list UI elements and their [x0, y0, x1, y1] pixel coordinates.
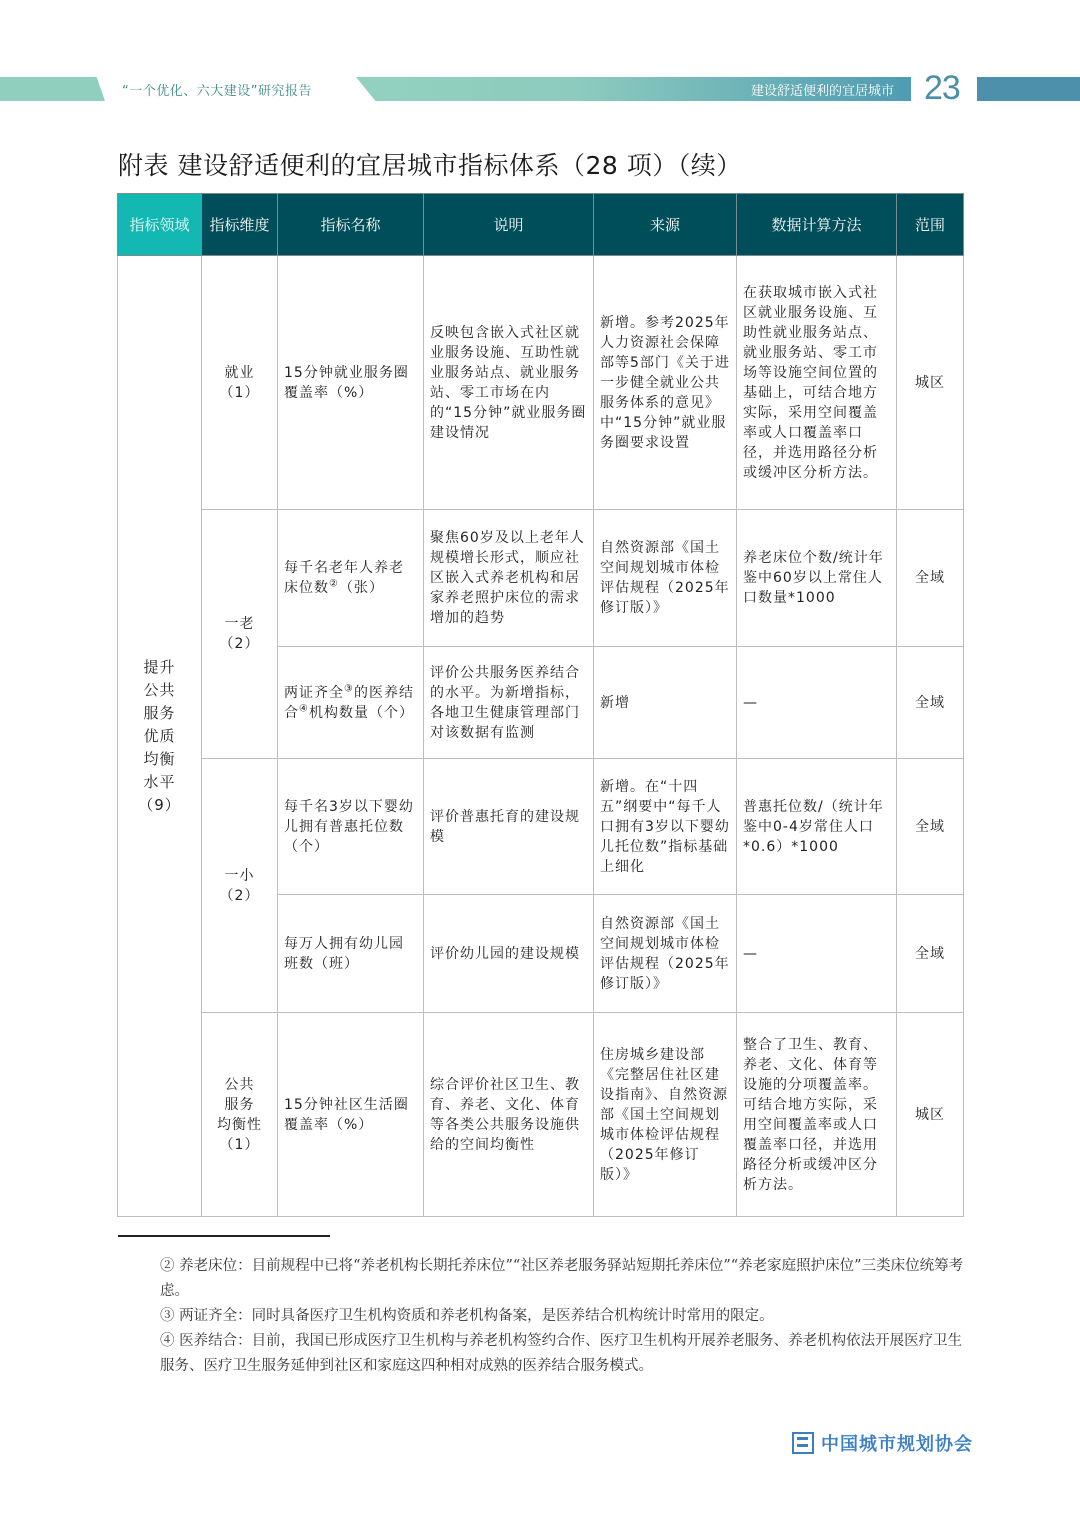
indicator-name — [278, 647, 424, 759]
indicator-method: — — [737, 647, 897, 759]
dimension-count: （1） — [219, 1136, 260, 1153]
indicator-name: 每千名3岁以下婴幼儿拥有普惠托位数（个） — [278, 759, 424, 895]
table-row — [118, 759, 964, 895]
footnote-ref: ④ — [299, 702, 309, 714]
publisher-name: 中国城市规划协会 — [821, 1434, 973, 1455]
dimension-count: （2） — [219, 636, 260, 652]
indicator-scope: 全域 — [897, 647, 964, 759]
dimension-count: （1） — [219, 384, 260, 401]
dimension-name: 均衡性 — [217, 1116, 262, 1133]
domain-line: 提升 — [143, 657, 176, 676]
publisher-logo — [792, 1430, 973, 1456]
indicator-description: 综合评价社区卫生、教育、养老、文化、体育等各类公共服务设施供给的空间均衡性 — [424, 1013, 594, 1217]
indicator-scope: 全域 — [897, 759, 964, 895]
indicator-name: 15分钟社区生活圈覆盖率（%） — [278, 1013, 424, 1217]
footnote-divider — [118, 1235, 330, 1237]
indicator-method: 在获取城市嵌入式社区就业服务设施、互助性就业服务站点、就业服务站、零工市场等设施空间位置的基础上，可结合地方实际，采用空间覆盖率或人口覆盖率口径，并选用路径分析或缓冲区分析方法。 — [737, 256, 897, 510]
name-text: 两证齐全 — [284, 684, 344, 701]
name-text: 机构数量（个） — [308, 704, 414, 721]
indicator-source: 住房城乡建设部《完整居住社区建设指南》、自然资源部《国土空间规划城市体检评估规程（2025年修订版）》 — [594, 1013, 737, 1217]
dimension-name: 就业 — [224, 364, 255, 381]
col-header-method: 数据计算方法 — [737, 194, 897, 256]
col-header-name: 指标名称 — [278, 194, 424, 256]
name-unit: （张） — [338, 580, 384, 596]
dimension-count: （2） — [219, 887, 260, 904]
indicator-source: 新增。参考2025年人力资源社会保障部等5部门《关于进一步健全就业公共服务体系的意见》中“15分钟”就业服务圈要求设置 — [594, 256, 737, 510]
dimension-name: 一小 — [224, 867, 255, 884]
dimension-cell — [202, 759, 278, 1013]
header-left-decor-bar — [0, 77, 105, 101]
table-header-row — [118, 194, 964, 256]
dimension-name: 一老 — [224, 616, 255, 632]
dimension-cell — [202, 256, 278, 510]
indicator-table — [117, 193, 964, 1217]
indicator-method: 整合了卫生、教育、养老、文化、体育等设施的分项覆盖率。可结合地方实际，采用空间覆盖率或人口覆盖率口径，并选用路径分析或缓冲区分析方法。 — [737, 1013, 897, 1217]
dimension-cell — [202, 1013, 278, 1217]
indicator-description: 评价普惠托育的建设规模 — [424, 759, 594, 895]
col-header-domain: 指标领域 — [118, 194, 202, 256]
indicator-name — [278, 510, 424, 647]
domain-line: （9） — [138, 795, 181, 814]
association-emblem-icon — [792, 1432, 814, 1454]
indicator-description: 评价幼儿园的建设规模 — [424, 895, 594, 1013]
table-title: 附表 建设舒适便利的宜居城市指标体系（28 项）（续） — [118, 151, 742, 180]
indicator-method: 养老床位个数/统计年鉴中60岁以上常住人口数量*1000 — [737, 510, 897, 647]
col-header-description: 说明 — [424, 194, 594, 256]
footnotes — [160, 1254, 970, 1379]
dimension-name: 公共 — [224, 1076, 255, 1093]
indicator-source: 自然资源部《国土空间规划城市体检评估规程（2025年修订版）》 — [594, 895, 737, 1013]
footnote-ref: ③ — [344, 682, 354, 694]
table-row — [118, 510, 964, 647]
footnote-ref: ② — [329, 578, 339, 590]
indicator-source: 新增。在“十四五”纲要中“每千人口拥有3岁以下婴幼儿托位数”指标基础上细化 — [594, 759, 737, 895]
indicator-name: 每万人拥有幼儿园班数（班） — [278, 895, 424, 1013]
table-row — [118, 256, 964, 510]
indicator-description: 评价公共服务医养结合的水平。为新增指标，各地卫生健康管理部门对该数据有监测 — [424, 647, 594, 759]
indicator-method: 普惠托位数/（统计年鉴中0-4岁常住人口*0.6）*1000 — [737, 759, 897, 895]
footnote-4: ④ 医养结合：目前，我国已形成医疗卫生机构与养老机构签约合作、医疗卫生机构开展养老服务、养老机构依法开展医疗卫生服务、医疗卫生服务延伸到社区和家庭这四种相对成熟的医养结合服务模式。 — [160, 1333, 963, 1374]
section-title: 建设舒适便利的宜居城市 — [750, 84, 894, 99]
dimension-name: 服务 — [224, 1096, 255, 1113]
domain-cell — [118, 256, 202, 1217]
col-header-source: 来源 — [594, 194, 737, 256]
table-row — [118, 1013, 964, 1217]
indicator-source: 新增 — [594, 647, 737, 759]
footnote-2: ② 养老床位：目前规程中已将“养老机构长期托养床位”“社区养老服务驿站短期托养床位”“养老家庭照护床位”三类床位统筹考虑。 — [160, 1258, 964, 1299]
report-title: “一个优化、六大建设”研究报告 — [122, 84, 312, 99]
indicator-scope: 全域 — [897, 510, 964, 647]
indicator-scope: 全域 — [897, 895, 964, 1013]
page-header — [0, 69, 1080, 107]
indicator-source: 自然资源部《国土空间规划城市体检评估规程（2025年修订版）》 — [594, 510, 737, 647]
page-number: 23 — [924, 69, 960, 107]
domain-line: 水平 — [143, 772, 176, 791]
indicator-method: — — [737, 895, 897, 1013]
name-text: 每千名老年人养老床位数 — [284, 560, 404, 596]
indicator-scope: 城区 — [897, 1013, 964, 1217]
domain-line: 均衡 — [143, 749, 176, 768]
domain-line: 优质 — [143, 726, 176, 745]
indicator-name: 15分钟就业服务圈覆盖率（%） — [278, 256, 424, 510]
name-text: 的医养结合 — [284, 684, 414, 721]
col-header-dimension: 指标维度 — [202, 194, 278, 256]
indicator-scope: 城区 — [897, 256, 964, 510]
dimension-cell — [202, 510, 278, 759]
col-header-scope: 范围 — [897, 194, 964, 256]
domain-line: 公共 — [143, 680, 176, 699]
header-right-decor-bar — [977, 77, 1080, 101]
indicator-description: 反映包含嵌入式社区就业服务设施、互助性就业服务站点、就业服务站、零工市场在内的“15分钟”就业服务圈建设情况 — [424, 256, 594, 510]
footnote-3: ③ 两证齐全：同时具备医疗卫生机构资质和养老机构备案，是医养结合机构统计时常用的限定。 — [160, 1308, 774, 1324]
domain-line: 服务 — [143, 703, 176, 722]
indicator-description: 聚焦60岁及以上老年人规模增长形式，顺应社区嵌入式养老机构和居家养老照护床位的需求增加的趋势 — [424, 510, 594, 647]
